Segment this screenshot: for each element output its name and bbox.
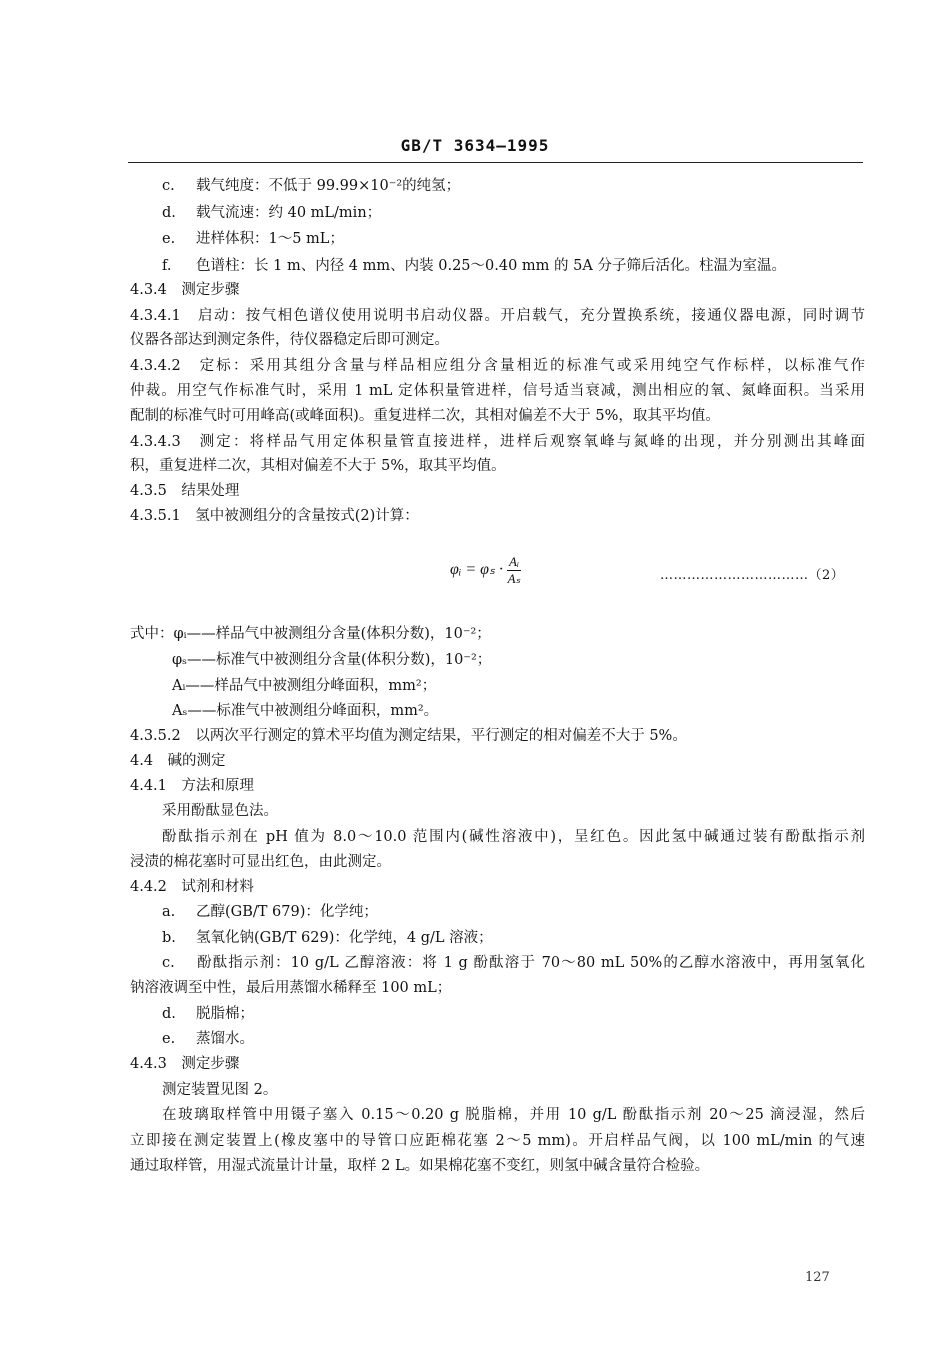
paragraph-line: 浸渍的棉花塞时可显出红色，由此测定。 (130, 854, 391, 870)
list-item: d. 脱脂棉； (162, 1006, 254, 1022)
list-marker: a. (162, 904, 176, 920)
formula-lhs: φᵢ = φₛ · (450, 561, 503, 579)
where-line: 式中：φᵢ——样品气中被测组分含量(体积分数)，10⁻²； (130, 626, 491, 642)
list-item: f. 色谱柱：长 1 m、内径 4 mm、内装 0.25～0.40 mm 的 5A 分子筛后活化。柱温为室温。 (162, 258, 786, 274)
list-marker: d. (162, 1006, 176, 1022)
paragraph-line: 仲裁。用空气作标准气时，采用 1 mL 定体积量管进样，信号适当衰减，测出相应的氧、氮峰面积。当采用 (130, 383, 865, 399)
list-marker: b. (162, 930, 176, 946)
paragraph-line: 测定装置见图 2。 (162, 1082, 278, 1098)
list-item: d. 载气流速：约 40 mL/min； (162, 205, 382, 221)
section-heading: 4.3.4 测定步骤 (130, 282, 240, 298)
section-heading: 4.4.3 测定步骤 (130, 1056, 240, 1072)
paragraph-line: 4.3.4.3 测定：将样品气用定体积量管直接进样，进样后观察氧峰与氮峰的出现，并分别测出其峰面 (130, 434, 865, 450)
list-item: e. 进样体积：1～5 mL； (162, 231, 344, 247)
paragraph-line: 4.3.5.2 以两次平行测定的算术平均值为测定结果，平行测定的相对偏差不大于 5%。 (130, 728, 687, 744)
formula-numerator: Aᵢ (509, 554, 519, 569)
paragraph-line: 通过取样管，用湿式流量计计量，取样 2 L。如果棉花塞不变红，则氢中碱含量符合检验。 (130, 1158, 710, 1174)
paragraph-line: 在玻璃取样管中用镊子塞入 0.15～0.20 g 脱脂棉，并用 10 g/L 酚酞指示剂 20～25 滴浸湿，然后 (162, 1107, 865, 1123)
paragraph-line: 积，重复进样二次，其相对偏差不大于 5%，取其平均值。 (130, 458, 506, 474)
formula-denominator: Aₛ (507, 571, 521, 586)
list-item: b. 氢氧化钠(GB/T 629)：化学纯，4 g/L 溶液； (162, 930, 493, 946)
paragraph-line: 4.3.4.1 启动：按气相色谱仪使用说明书启动仪器。开启载气，充分置换系统，接通仪器电源，同时调节 (130, 308, 865, 324)
list-item: a. 乙醇(GB/T 679)：化学纯； (162, 904, 378, 920)
list-marker: f. (162, 258, 172, 274)
header-rule (128, 162, 863, 163)
list-marker: e. (162, 231, 176, 247)
section-heading: 4.4 碱的测定 (130, 753, 226, 769)
paragraph-line: 4.3.4.2 定标：采用其组分含量与样品相应组分含量相近的标准气或采用纯空气作标样，以标准气作 (130, 358, 865, 374)
where-line: φₛ——标准气中被测组分含量(体积分数)，10⁻²； (172, 652, 492, 668)
paragraph-line: 钠溶液调至中性，最后用蒸馏水稀释至 100 mL； (130, 980, 452, 996)
list-marker: e. (162, 1031, 176, 1047)
list-item: c. 酚酞指示剂：10 g/L 乙醇溶液：将 1 g 酚酞溶于 70～80 mL 50%的乙醇水溶液中，再用氢氧化 (162, 955, 865, 971)
section-heading: 4.4.1 方法和原理 (130, 778, 254, 794)
paragraph-line: 采用酚酞显色法。 (162, 803, 278, 819)
section-heading: 4.4.2 试剂和材料 (130, 879, 254, 895)
paragraph-line: 立即接在测定装置上(橡皮塞中的导管口应距棉花塞 2～5 mm)。开启样品气阀，以 100 mL/min 的气速 (130, 1133, 865, 1149)
where-line: Aᵢ——样品气中被测组分峰面积，mm²； (172, 678, 437, 694)
list-item: e. 蒸馏水。 (162, 1031, 254, 1047)
formula-2 (450, 554, 521, 587)
section-heading: 4.3.5 结果处理 (130, 483, 240, 499)
list-marker: c. (162, 178, 175, 194)
page-number: 127 (805, 1270, 830, 1285)
standard-code-header: GB/T 3634—1995 (400, 136, 550, 155)
formula-fraction (507, 554, 521, 587)
paragraph-line: 仪器各部达到测定条件，待仪器稳定后即可测定。 (130, 332, 449, 348)
list-item: c. 载气纯度：不低于 99.99×10⁻²的纯氢； (162, 178, 461, 194)
paragraph-line: 酚酞指示剂在 pH 值为 8.0～10.0 范围内(碱性溶液中)，呈红色。因此氢中碱通过装有酚酞指示剂 (162, 829, 865, 845)
formula-number: ……………………………（2） (660, 568, 845, 583)
paragraph-line: 4.3.5.1 氢中被测组分的含量按式(2)计算： (130, 508, 419, 524)
list-marker: c. (162, 955, 175, 971)
where-line: Aₛ——标准气中被测组分峰面积，mm²。 (172, 703, 439, 719)
list-marker: d. (162, 205, 176, 221)
paragraph-line: 配制的标准气时可用峰高(或峰面积)。重复进样二次，其相对偏差不大于 5%，取其平均值。 (130, 408, 720, 424)
